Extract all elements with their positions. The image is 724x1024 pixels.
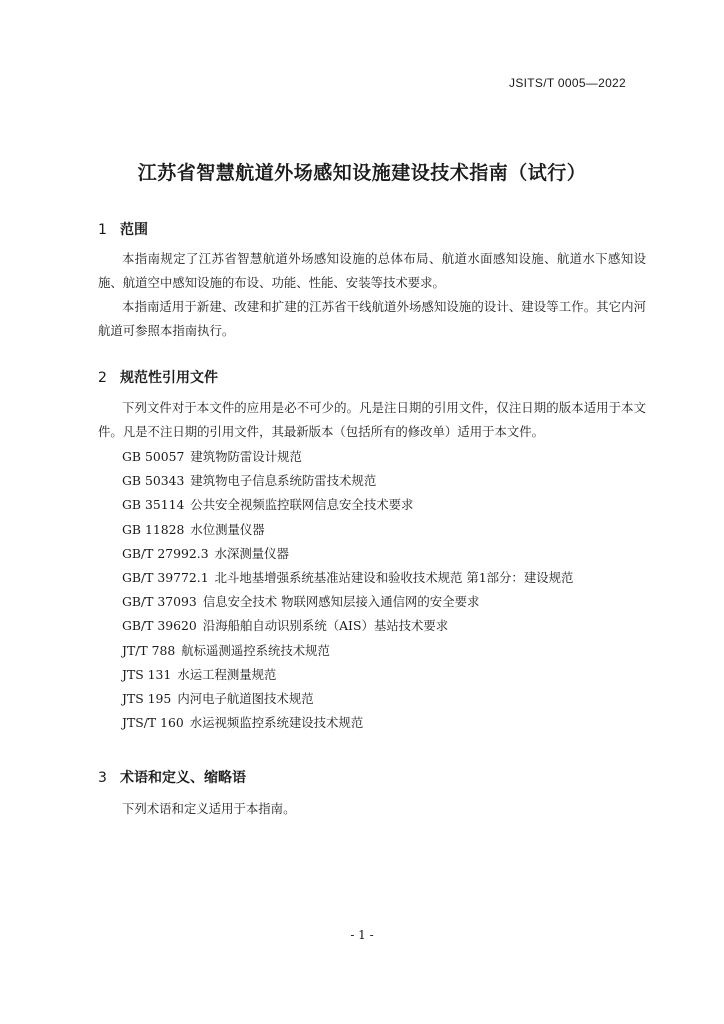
reference-item bbox=[122, 445, 573, 469]
reference-code: GB/T 39620 bbox=[122, 618, 197, 634]
reference-code: GB 11828 bbox=[122, 521, 185, 537]
page-number: - 1 - bbox=[350, 928, 374, 942]
reference-name: 建筑物防雷设计规范 bbox=[190, 449, 302, 464]
reference-code: GB/T 27992.3 bbox=[122, 545, 209, 561]
section-1-heading bbox=[98, 219, 148, 239]
reference-code: GB 50057 bbox=[122, 449, 185, 464]
reference-name: 内河电子航道图技术规范 bbox=[177, 690, 314, 706]
reference-code: GB/T 39772.1 bbox=[122, 569, 209, 585]
reference-name: 航标遥测遥控系统技术规范 bbox=[181, 642, 330, 658]
normative-reference-list bbox=[122, 445, 573, 735]
reference-name: 建筑物电子信息系统防雷技术规范 bbox=[190, 473, 377, 489]
header-rule bbox=[98, 96, 626, 97]
section-number: 3 bbox=[98, 770, 107, 786]
section-title: 范围 bbox=[120, 222, 148, 238]
reference-item bbox=[122, 687, 573, 711]
section-number: 2 bbox=[98, 370, 107, 386]
reference-item bbox=[122, 711, 573, 735]
section-3-paragraph-1: 下列术语和定义适用于本指南。 bbox=[122, 801, 296, 816]
reference-code: JTS 131 bbox=[122, 666, 172, 682]
reference-code: GB 50343 bbox=[122, 473, 185, 489]
reference-item bbox=[122, 469, 573, 493]
reference-name: 水位测量仪器 bbox=[190, 521, 265, 537]
reference-code: GB 35114 bbox=[122, 497, 185, 513]
reference-name: 水深测量仪器 bbox=[214, 545, 289, 561]
reference-item bbox=[122, 518, 573, 542]
reference-item bbox=[122, 493, 573, 517]
section-number: 1 bbox=[98, 222, 107, 238]
reference-name: 信息安全技术 物联网感知层接入通信网的安全要求 bbox=[202, 594, 480, 610]
standard-code: JSITS/T 0005—2022 bbox=[509, 76, 626, 90]
reference-code: JTS 195 bbox=[122, 690, 172, 706]
reference-item bbox=[122, 663, 573, 687]
reference-code: GB/T 37093 bbox=[122, 594, 197, 610]
section-2-heading bbox=[98, 367, 218, 387]
section-3-heading bbox=[98, 767, 246, 787]
reference-item bbox=[122, 542, 573, 566]
reference-name: 公共安全视频监控联网信息安全技术要求 bbox=[190, 497, 414, 513]
reference-name: 水运工程测量规范 bbox=[177, 666, 277, 682]
section-2-paragraph-1: 下列文件对于本文件的应用是必不可少的。凡是注日期的引用文件，仅注日期的版本适用于本文件。凡是不注日期的引用文件，其最新版本（包括所有的修改单）适用于本文件。 bbox=[98, 400, 646, 439]
section-title: 术语和定义、缩略语 bbox=[120, 770, 246, 786]
reference-code: JTS/T 160 bbox=[122, 715, 184, 731]
reference-item bbox=[122, 639, 573, 663]
reference-name: 沿海船舶自动识别系统（AIS）基站技术要求 bbox=[202, 618, 449, 634]
section-title: 规范性引用文件 bbox=[120, 370, 218, 386]
reference-code: JT/T 788 bbox=[122, 642, 176, 658]
reference-name: 北斗地基增强系统基准站建设和验收技术规范 第1部分：建设规范 bbox=[214, 569, 574, 585]
document-title: 江苏省智慧航道外场感知设施建设技术指南（试行） bbox=[137, 162, 587, 184]
reference-name: 水运视频监控系统建设技术规范 bbox=[189, 715, 364, 731]
reference-item bbox=[122, 614, 573, 638]
section-1-paragraph-2: 本指南适用于新建、改建和扩建的江苏省干线航道外场感知设施的设计、建设等工作。其它内河航道可参照本指南执行。 bbox=[98, 299, 646, 338]
section-1-paragraph-1: 本指南规定了江苏省智慧航道外场感知设施的总体布局、航道水面感知设施、航道水下感知设施、航道空中感知设施的布设、功能、性能、安装等技术要求。 bbox=[98, 251, 646, 290]
reference-item bbox=[122, 590, 573, 614]
reference-item bbox=[122, 566, 573, 590]
